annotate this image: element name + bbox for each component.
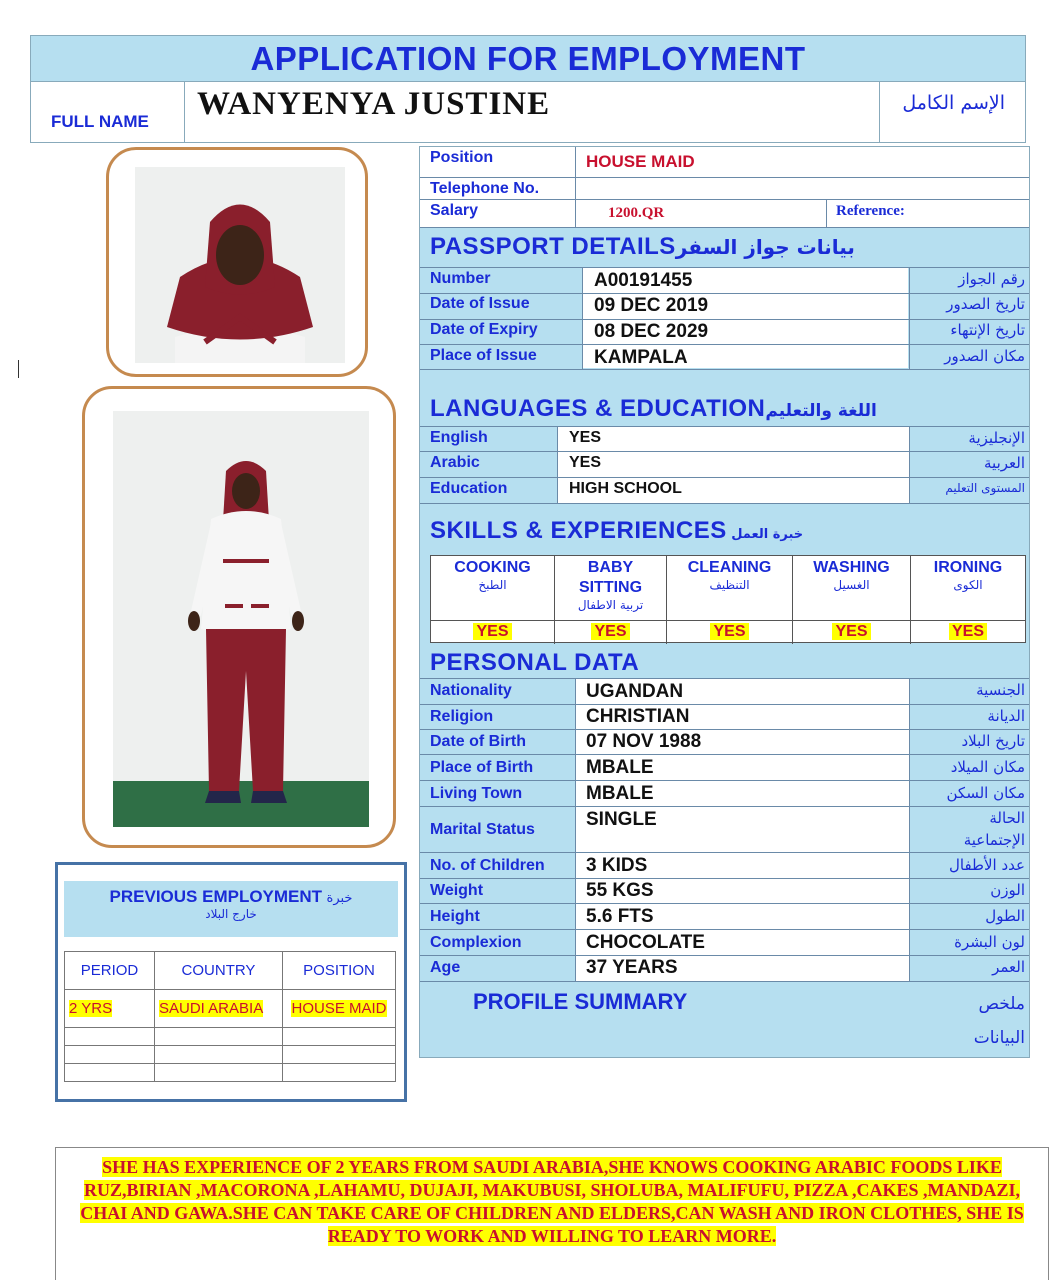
- passport-number-label: Number: [430, 270, 491, 287]
- previous-employment-table: [64, 951, 396, 1082]
- skill-value: YES: [591, 623, 629, 640]
- arabic-label: Arabic: [430, 454, 480, 471]
- skill-name-arabic: تربية الاطفال: [577, 598, 644, 612]
- full-name-row: [31, 82, 1025, 143]
- place-of-birth-label: Place of Birth: [430, 759, 534, 776]
- skill-name-arabic: الطبخ: [478, 578, 507, 592]
- profile-summary-text: SHE HAS EXPERIENCE OF 2 YEARS FROM SAUDI ARABIA,SHE KNOWS COOKING ARABIC FOODS LIKE RUZ,BIRIAN ,MACORONA ,LAHAMU, DUJAJI, MAKUBUSI, SHOLUBA, MALIFUFU, PIZZA ,CAKES ,MANDAZI, CHAI AND GAWA.SHE CAN TAKE CARE OF CHILDREN AND ELDERS,CAN WASH AND IRON CLOTHES, SHE IS READY TO WORK AND WILLING TO LEARN MORE.: [80, 1157, 1024, 1246]
- period-value: 2 YRS: [69, 1000, 113, 1017]
- skill-baby-sitting: [555, 556, 667, 644]
- skill-washing: [793, 556, 911, 644]
- page-title: APPLICATION FOR EMPLOYMENT: [250, 40, 806, 77]
- skill-name: IRONING: [933, 559, 1003, 576]
- skill-cooking: [431, 556, 555, 644]
- marital-status-arabic: الحالة الإجتماعية: [963, 809, 1025, 849]
- skills-section-title: SKILLS & EXPERIENCES: [430, 517, 727, 544]
- date-of-issue-value: 09 DEC 2019: [594, 295, 709, 316]
- table-row: [65, 1028, 396, 1046]
- passport-number-value: A00191455: [594, 270, 693, 291]
- languages-section-heading: [430, 395, 877, 423]
- languages-section-title-arabic: اللغة والتعليم: [765, 401, 877, 421]
- children-arabic: عدد الأطفال: [949, 856, 1025, 874]
- table-header-row: [65, 952, 396, 990]
- english-arabic: الإنجليزية: [968, 429, 1025, 447]
- skills-table: [430, 555, 1026, 643]
- previous-employment-title-arabic-2: خارج البلاد: [205, 907, 257, 921]
- column-header-period: PERIOD: [65, 952, 155, 990]
- previous-employment-box: [55, 862, 407, 1102]
- date-of-birth-label: Date of Birth: [430, 733, 526, 750]
- full-name-label: FULL NAME: [31, 82, 185, 143]
- previous-employment-title-arabic-1: خبرة: [326, 891, 353, 906]
- religion-label: Religion: [430, 708, 494, 725]
- passport-number-arabic: رقم الجواز: [958, 270, 1025, 288]
- skill-value-cell: [555, 620, 666, 644]
- marital-status-label: Marital Status: [430, 821, 535, 838]
- age-value: 37 YEARS: [586, 957, 678, 978]
- skill-name-arabic: الكوى: [953, 578, 983, 592]
- skill-name: CLEANING: [687, 559, 772, 576]
- full-name-arabic-label: الإسم الكامل: [879, 82, 1025, 143]
- country-value: SAUDI ARABIA: [159, 999, 264, 1017]
- full-body-image: [113, 411, 369, 827]
- salary-value: 1200.QR: [608, 205, 665, 221]
- children-value: 3 KIDS: [586, 855, 648, 876]
- weight-value: 55 KGS: [586, 880, 654, 901]
- passport-section-heading: [430, 233, 855, 261]
- position-value: HOUSE MAID: [586, 152, 695, 171]
- religion-value: CHRISTIAN: [586, 706, 690, 727]
- skill-cleaning: [667, 556, 793, 644]
- date-of-birth-value: 07 NOV 1988: [586, 731, 702, 752]
- weight-arabic: الوزن: [990, 881, 1025, 899]
- profile-summary-text-wrapper: [62, 1156, 1042, 1248]
- country-cell: [155, 990, 283, 1028]
- portrait-image: [135, 167, 345, 363]
- date-of-expiry-arabic: تاريخ الإنتهاء: [950, 321, 1025, 339]
- complexion-arabic: لون البشرة: [954, 933, 1025, 951]
- date-of-issue-arabic: تاريخ الصدور: [946, 295, 1025, 313]
- text-cursor: [18, 360, 19, 378]
- date-of-issue-label: Date of Issue: [430, 295, 530, 312]
- full-name-value: WANYENYA JUSTINE: [197, 86, 551, 122]
- full-body-photo: [82, 386, 396, 848]
- previous-employment-header: [64, 881, 398, 937]
- position-label: Position: [430, 149, 494, 166]
- religion-arabic: الديانة: [987, 707, 1025, 725]
- skill-value-cell: [431, 620, 554, 644]
- place-of-issue-label: Place of Issue: [430, 347, 537, 364]
- column-header-country: COUNTRY: [155, 952, 283, 990]
- date-of-expiry-label: Date of Expiry: [430, 321, 538, 338]
- telephone-label: Telephone No.: [430, 180, 540, 197]
- children-label: No. of Children: [430, 857, 545, 874]
- nationality-label: Nationality: [430, 682, 512, 699]
- place-of-issue-arabic: مكان الصدور: [944, 347, 1025, 365]
- passport-section-title: PASSPORT DETAILS: [430, 233, 676, 260]
- table-row: [65, 1046, 396, 1064]
- education-value: HIGH SCHOOL: [569, 480, 682, 497]
- place-of-birth-value: MBALE: [586, 757, 654, 778]
- period-cell: [65, 990, 155, 1028]
- weight-label: Weight: [430, 882, 484, 899]
- skill-value: YES: [832, 623, 870, 640]
- skill-value-cell: [667, 620, 792, 644]
- personal-section-title: PERSONAL DATA: [430, 649, 640, 676]
- english-label: English: [430, 429, 488, 446]
- skill-name: BABY SITTING: [578, 559, 643, 596]
- nationality-value: UGANDAN: [586, 681, 684, 702]
- skills-section-heading: [430, 517, 803, 545]
- arabic-arabic: العربية: [984, 454, 1025, 472]
- skill-ironing: [911, 556, 1025, 644]
- age-arabic: العمر: [992, 958, 1025, 976]
- date-of-birth-arabic: تاريخ البلاد: [961, 732, 1025, 750]
- education-arabic: المستوى التعليم: [945, 481, 1025, 495]
- details-panel: [419, 146, 1030, 1058]
- application-header: [30, 35, 1026, 143]
- living-town-label: Living Town: [430, 785, 523, 802]
- previous-employment-title: PREVIOUS EMPLOYMENT: [109, 887, 323, 906]
- table-row: [65, 990, 396, 1028]
- position-cell: [283, 990, 396, 1028]
- english-value: YES: [569, 429, 602, 446]
- skill-name-arabic: الغسيل: [833, 578, 870, 592]
- skill-value: YES: [473, 623, 511, 640]
- portrait-photo: [106, 147, 368, 377]
- column-header-position: POSITION: [283, 952, 396, 990]
- profile-summary-arabic: ملخص البيانات: [973, 994, 1025, 1048]
- age-label: Age: [430, 959, 461, 976]
- skills-section-title-arabic: خبرة العمل: [731, 527, 804, 542]
- title-band: [31, 36, 1025, 82]
- education-label: Education: [430, 480, 508, 497]
- skill-value: YES: [710, 623, 748, 640]
- table-row: [65, 1064, 396, 1082]
- reference-label: Reference:: [836, 203, 905, 219]
- nationality-arabic: الجنسية: [976, 681, 1025, 699]
- date-of-expiry-value: 08 DEC 2029: [594, 321, 709, 342]
- salary-label: Salary: [430, 202, 479, 219]
- living-town-value: MBALE: [586, 783, 654, 804]
- place-of-issue-value: KAMPALA: [594, 347, 688, 368]
- arabic-value: YES: [569, 454, 602, 471]
- languages-section-title: LANGUAGES & EDUCATION: [430, 395, 766, 422]
- complexion-label: Complexion: [430, 934, 522, 951]
- skill-name: WASHING: [813, 559, 890, 576]
- height-value: 5.6 FTS: [586, 906, 654, 927]
- skill-name: COOKING: [454, 559, 531, 576]
- skill-value-cell: [911, 620, 1025, 644]
- height-label: Height: [430, 908, 480, 925]
- skill-value-cell: [793, 620, 910, 644]
- marital-status-value: SINGLE: [586, 809, 657, 830]
- position-value: HOUSE MAID: [291, 999, 387, 1017]
- profile-summary-label: PROFILE SUMMARY: [473, 989, 688, 1014]
- complexion-value: CHOCOLATE: [586, 932, 705, 953]
- living-town-arabic: مكان السكن: [946, 784, 1025, 802]
- place-of-birth-arabic: مكان الميلاد: [950, 758, 1025, 776]
- profile-summary-box: [55, 1147, 1049, 1280]
- passport-section-title-arabic: بيانات جواز السفر: [675, 235, 855, 259]
- skill-name-arabic: التنظيف: [709, 578, 750, 592]
- height-arabic: الطول: [985, 907, 1025, 925]
- skill-value: YES: [949, 623, 987, 640]
